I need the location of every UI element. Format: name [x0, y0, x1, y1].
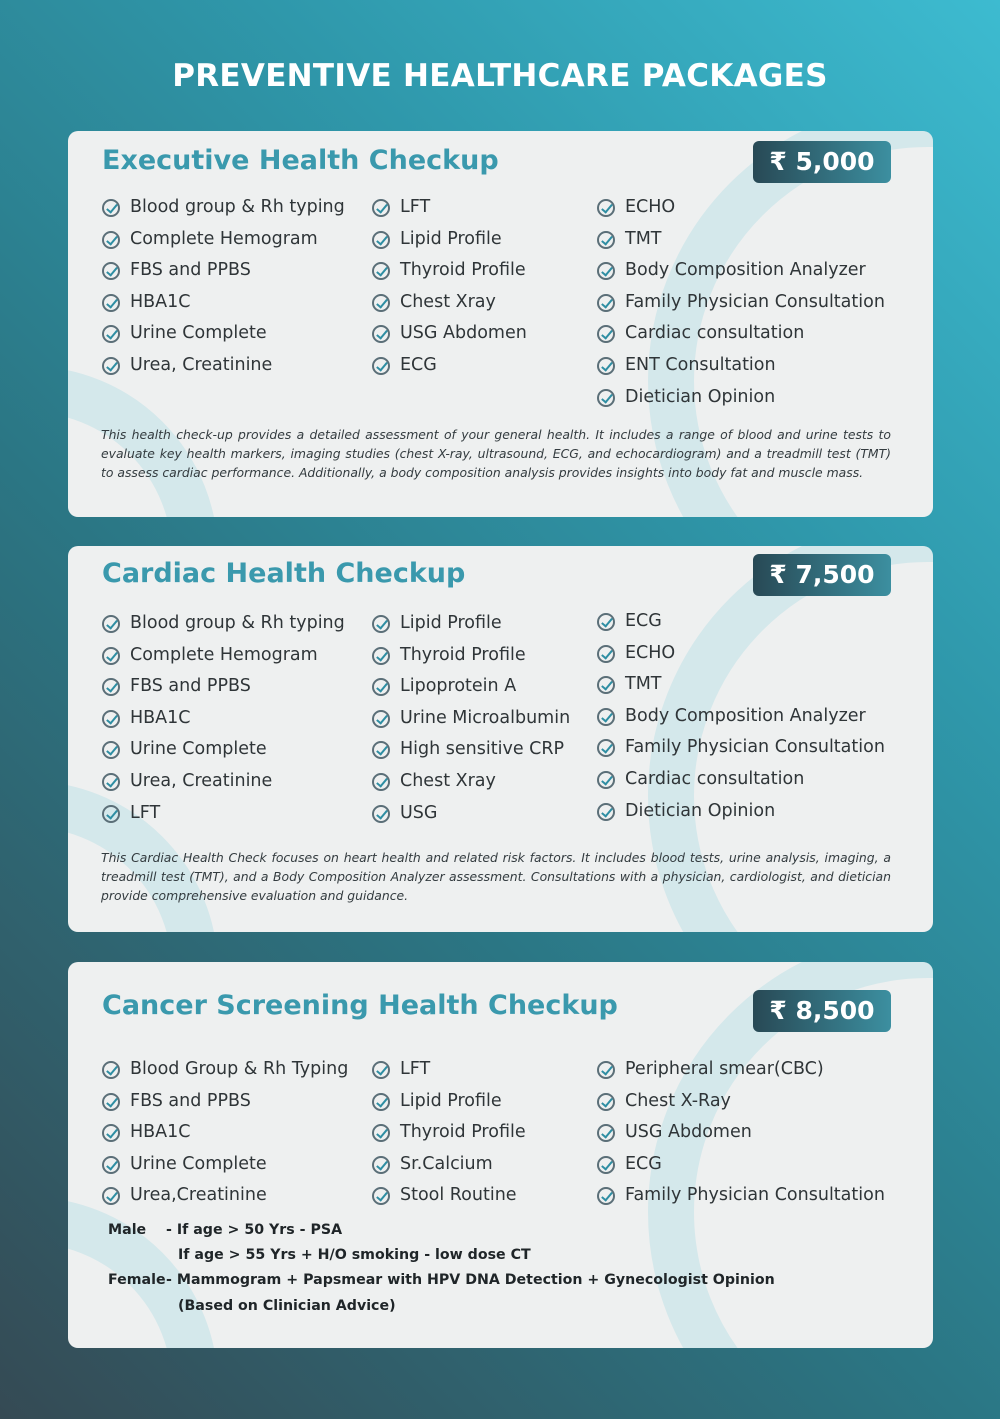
check-circle-icon: [372, 262, 390, 280]
check-circle-icon: [597, 357, 615, 375]
check-circle-icon: [372, 294, 390, 312]
female-note-mammogram: - Mammogram + Papsmear with HPV DNA Detection + Gynecologist Opinion: [166, 1272, 775, 1288]
check-circle-icon: [597, 645, 615, 663]
package-title: Executive Health Checkup: [102, 145, 499, 176]
check-circle-icon: [102, 773, 120, 791]
test-item-label: Family Physician Consultation: [625, 1185, 885, 1206]
check-circle-icon: [372, 1156, 390, 1174]
test-item: [372, 671, 570, 703]
check-circle-icon: [597, 739, 615, 757]
test-item-label: ENT Consultation: [625, 354, 776, 375]
female-note-clinician: (Based on Clinician Advice): [178, 1298, 396, 1314]
check-circle-icon: [597, 1124, 615, 1142]
test-item: [597, 638, 885, 670]
test-item: [372, 255, 527, 287]
test-item: [102, 1117, 348, 1149]
test-item: [597, 318, 885, 350]
test-item-label: Lipid Profile: [400, 613, 502, 633]
check-circle-icon: [102, 1061, 120, 1079]
test-item: [597, 796, 885, 828]
test-item-label: Family Physician Consultation: [625, 291, 885, 312]
test-item-label: FBS and PPBS: [130, 260, 251, 281]
test-item-label: Urine Microalbumin: [400, 707, 571, 728]
test-item: [372, 703, 570, 735]
test-item-label: Thyroid Profile: [400, 260, 526, 281]
test-item-label: Chest X-Ray: [625, 1090, 731, 1111]
check-circle-icon: [372, 325, 390, 343]
test-list-col3: [597, 606, 885, 827]
check-circle-icon: [102, 741, 120, 759]
test-item-label: HBA1C: [130, 291, 191, 312]
check-circle-icon: [372, 1093, 390, 1111]
test-list-col2: [372, 192, 527, 382]
test-item: [372, 798, 570, 830]
test-item: [597, 732, 885, 764]
test-item: [102, 1180, 348, 1212]
test-item: [597, 606, 885, 638]
test-item-label: TMT: [625, 674, 662, 695]
test-item-label: Thyroid Profile: [400, 644, 526, 665]
test-item-label: Urine Complete: [130, 739, 267, 760]
test-item-label: Cardiac consultation: [625, 768, 805, 789]
test-item-label: Blood group & Rh typing: [130, 613, 345, 633]
test-item-label: HBA1C: [130, 1122, 191, 1143]
test-item: [102, 766, 345, 798]
test-item-label: LFT: [400, 197, 431, 217]
check-circle-icon: [372, 678, 390, 696]
check-circle-icon: [102, 678, 120, 696]
check-circle-icon: [597, 771, 615, 789]
test-item-label: Cardiac consultation: [625, 323, 805, 344]
check-circle-icon: [372, 1124, 390, 1142]
check-circle-icon: [102, 615, 120, 633]
test-item-label: FBS and PPBS: [130, 1090, 251, 1111]
test-item: [102, 640, 345, 672]
check-circle-icon: [102, 325, 120, 343]
test-item: [372, 608, 570, 640]
test-item: [102, 734, 345, 766]
test-item-label: TMT: [625, 228, 662, 249]
check-circle-icon: [597, 676, 615, 694]
test-item-label: Sr.Calcium: [400, 1153, 493, 1174]
test-item-label: Blood group & Rh typing: [130, 197, 345, 217]
test-item-label: Stool Routine: [400, 1185, 517, 1206]
male-label: Male: [108, 1222, 147, 1238]
check-circle-icon: [597, 389, 615, 407]
check-circle-icon: [597, 1187, 615, 1205]
test-list-col2: [372, 608, 570, 829]
test-item: [597, 701, 885, 733]
test-item-label: Thyroid Profile: [400, 1122, 526, 1143]
check-circle-icon: [372, 357, 390, 375]
check-circle-icon: [372, 805, 390, 823]
package-card-cancer-screening: [68, 962, 933, 1348]
test-item-label: Urine Complete: [130, 323, 267, 344]
check-circle-icon: [102, 294, 120, 312]
test-item: [597, 287, 885, 319]
package-card-cardiac: [68, 546, 933, 932]
check-circle-icon: [102, 1124, 120, 1142]
test-item: [102, 192, 345, 224]
test-list-col1: [102, 608, 345, 829]
test-item-label: Family Physician Consultation: [625, 737, 885, 758]
test-item-label: High sensitive CRP: [400, 739, 565, 760]
test-item: [597, 1054, 885, 1086]
check-circle-icon: [597, 803, 615, 821]
test-item-label: Body Composition Analyzer: [625, 260, 866, 281]
check-circle-icon: [372, 231, 390, 249]
check-circle-icon: [597, 262, 615, 280]
check-circle-icon: [372, 615, 390, 633]
test-item-label: Urine Complete: [130, 1153, 267, 1174]
test-item-label: ECHO: [625, 642, 676, 663]
package-title: Cardiac Health Checkup: [102, 558, 466, 589]
test-item-label: Peripheral smear(CBC): [625, 1059, 824, 1079]
package-description: This health check-up provides a detailed assessment of your general health. It includes a range of blood and urine tests to evaluate key health markers, imaging studies (chest X-ray, ultrasound, ECG, and echocardiogram) and a treadmill test (TMT) to assess cardiac performance. Additionally, a body composition analysis provides insights into body fat and muscle mass.: [101, 427, 891, 480]
check-circle-icon: [597, 294, 615, 312]
test-item-label: Complete Hemogram: [130, 644, 318, 665]
test-item: [597, 224, 885, 256]
price-badge: ₹ 5,000: [753, 141, 891, 183]
package-card-executive: [68, 131, 933, 517]
check-circle-icon: [102, 710, 120, 728]
test-item-label: Complete Hemogram: [130, 228, 318, 249]
test-list-col1: [102, 192, 345, 382]
female-label: Female: [108, 1272, 166, 1288]
test-item: [597, 764, 885, 796]
test-item: [372, 224, 527, 256]
check-circle-icon: [372, 647, 390, 665]
test-item-label: Lipoprotein A: [400, 676, 517, 697]
test-item: [597, 1086, 885, 1118]
check-circle-icon: [372, 199, 390, 217]
test-item-label: HBA1C: [130, 707, 191, 728]
package-title: Cancer Screening Health Checkup: [102, 990, 618, 1021]
test-item: [102, 224, 345, 256]
check-circle-icon: [102, 1156, 120, 1174]
test-item-label: Body Composition Analyzer: [625, 705, 866, 726]
check-circle-icon: [597, 1093, 615, 1111]
test-list-col2: [372, 1054, 526, 1212]
test-item: [102, 703, 345, 735]
check-circle-icon: [102, 231, 120, 249]
check-circle-icon: [102, 805, 120, 823]
test-item-label: LFT: [130, 802, 161, 823]
test-item: [372, 350, 527, 382]
test-item-label: FBS and PPBS: [130, 676, 251, 697]
test-item: [597, 382, 885, 414]
test-item: [372, 734, 570, 766]
test-item-label: Chest Xray: [400, 291, 496, 312]
test-item: [372, 1054, 526, 1086]
test-item: [597, 669, 885, 701]
test-item-label: LFT: [400, 1059, 431, 1079]
test-item: [102, 608, 345, 640]
test-item: [597, 350, 885, 382]
test-item: [597, 192, 885, 224]
test-item-label: Chest Xray: [400, 770, 496, 791]
test-item: [372, 640, 570, 672]
check-circle-icon: [102, 262, 120, 280]
test-item: [597, 255, 885, 287]
test-item-label: USG Abdomen: [400, 323, 527, 344]
test-item-label: USG Abdomen: [625, 1122, 752, 1143]
test-item: [102, 1054, 348, 1086]
test-item: [372, 1117, 526, 1149]
test-item-label: Urea, Creatinine: [130, 770, 273, 791]
test-item: [372, 1086, 526, 1118]
test-item: [372, 1180, 526, 1212]
check-circle-icon: [372, 741, 390, 759]
check-circle-icon: [102, 199, 120, 217]
check-circle-icon: [102, 1093, 120, 1111]
check-circle-icon: [597, 231, 615, 249]
check-circle-icon: [102, 1187, 120, 1205]
check-circle-icon: [597, 199, 615, 217]
check-circle-icon: [372, 710, 390, 728]
test-item-label: Dietician Opinion: [625, 386, 776, 407]
test-list-col3: [597, 1054, 885, 1212]
test-item-label: ECG: [400, 354, 437, 375]
test-item: [597, 1180, 885, 1212]
test-item: [597, 1149, 885, 1181]
test-item-label: Blood Group & Rh Typing: [130, 1059, 349, 1079]
test-item-label: Lipid Profile: [400, 228, 502, 249]
check-circle-icon: [102, 647, 120, 665]
check-circle-icon: [597, 708, 615, 726]
check-circle-icon: [597, 1061, 615, 1079]
test-item: [372, 287, 527, 319]
check-circle-icon: [102, 357, 120, 375]
check-circle-icon: [597, 1156, 615, 1174]
test-item: [102, 287, 345, 319]
test-item: [102, 798, 345, 830]
test-item: [372, 192, 527, 224]
test-item-label: Urea,Creatinine: [130, 1185, 267, 1206]
test-item-label: ECG: [625, 611, 662, 631]
check-circle-icon: [597, 325, 615, 343]
check-circle-icon: [372, 1187, 390, 1205]
test-item-label: ECG: [625, 1153, 662, 1174]
test-item: [597, 1117, 885, 1149]
price-badge: ₹ 8,500: [753, 990, 891, 1032]
check-circle-icon: [372, 773, 390, 791]
test-item-label: USG: [400, 802, 438, 823]
test-item: [102, 1149, 348, 1181]
test-item-label: Lipid Profile: [400, 1090, 502, 1111]
page-title: PREVENTIVE HEALTHCARE PACKAGES: [172, 58, 828, 94]
test-list-col1: [102, 1054, 348, 1212]
male-note-psa: - If age > 50 Yrs - PSA: [166, 1222, 343, 1238]
test-item: [102, 1086, 348, 1118]
test-item: [102, 318, 345, 350]
test-item-label: Dietician Opinion: [625, 800, 776, 821]
test-item: [102, 350, 345, 382]
test-item: [102, 255, 345, 287]
test-item: [372, 318, 527, 350]
test-item: [372, 766, 570, 798]
test-item-label: ECHO: [625, 197, 676, 217]
test-list-col3: [597, 192, 885, 413]
check-circle-icon: [597, 613, 615, 631]
price-badge: ₹ 7,500: [753, 554, 891, 596]
package-description: This Cardiac Health Check focuses on heart health and related risk factors. It includes blood tests, urine analysis, imaging, a treadmill test (TMT), and a Body Composition Analyzer assessment. Consultations with a physician, cardiologist, and dietician provide comprehensive evaluation and guidance.: [101, 850, 891, 903]
check-circle-icon: [372, 1061, 390, 1079]
test-item-label: Urea, Creatinine: [130, 354, 273, 375]
test-item: [102, 671, 345, 703]
test-item: [372, 1149, 526, 1181]
male-note-ct: If age > 55 Yrs + H/O smoking - low dose CT: [178, 1247, 531, 1263]
